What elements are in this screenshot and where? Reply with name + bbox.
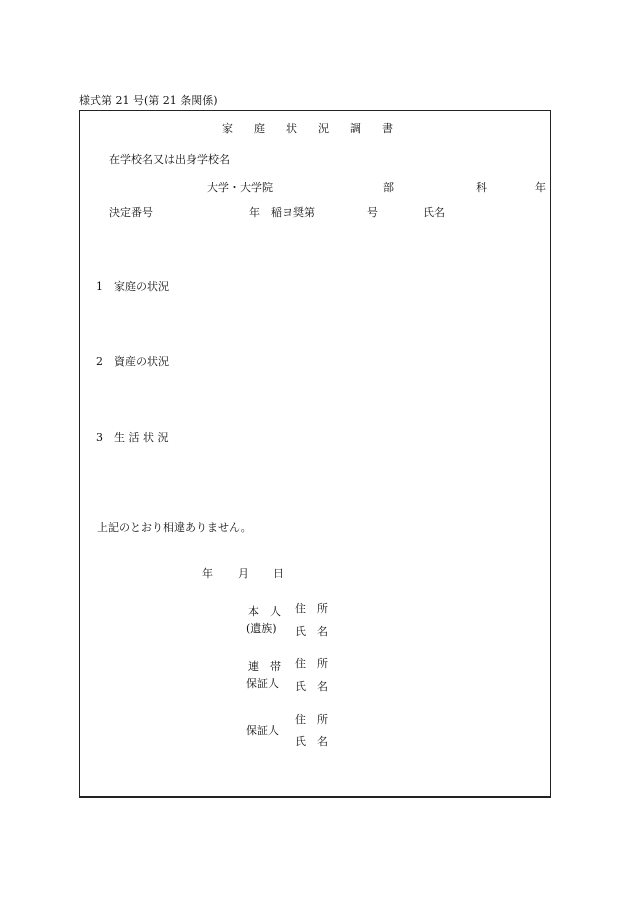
joint-guarantor-label: 保証人 (246, 677, 279, 690)
bereaved-label: (遺族) (246, 622, 277, 635)
date-month-label: 月 (238, 567, 249, 580)
document-title (222, 123, 393, 134)
decision-no-label: 号 (367, 206, 378, 219)
decision-year-label: 年 (249, 206, 260, 219)
form-number-label: 様式第 21 号(第 21 条関係) (79, 94, 218, 107)
principal-label: 本 人 (248, 605, 281, 618)
section-family-label: 家庭の状況 (114, 280, 169, 293)
section-family-number: 1 (96, 280, 103, 293)
title-char: 庭 (254, 122, 265, 135)
title-char: 調 (350, 122, 361, 135)
section-living-number: 3 (96, 431, 103, 444)
decision-number-label: 決定番号 (109, 206, 153, 219)
guarantor-name-label: 氏 名 (295, 735, 328, 748)
principal-name-label: 氏 名 (295, 625, 328, 638)
decision-prefix-label: 稲ヨ奨第 (271, 206, 315, 219)
university-label: 大学・大学院 (207, 181, 273, 194)
department-label: 科 (476, 181, 487, 194)
faculty-label: 部 (383, 181, 394, 194)
guarantor-address-label: 住 所 (295, 713, 328, 726)
section-assets-number: 2 (96, 355, 103, 368)
section-living-label: 生 活 状 況 (114, 431, 169, 444)
title-char: 書 (382, 122, 393, 135)
principal-address-label: 住 所 (295, 602, 328, 615)
title-char: 況 (318, 122, 329, 135)
joint-address-label: 住 所 (295, 657, 328, 670)
decision-name-label: 氏名 (423, 206, 445, 219)
section-assets-label: 資産の状況 (114, 355, 169, 368)
title-char: 家 (222, 122, 233, 135)
school-name-label: 在学校名又は出身学校名 (109, 153, 230, 166)
joint-name-label: 氏 名 (295, 680, 328, 693)
date-day-label: 日 (273, 567, 284, 580)
guarantor-label: 保証人 (246, 724, 279, 737)
joint-label: 連 帯 (248, 660, 281, 673)
declaration-text: 上記のとおり相違ありません。 (97, 521, 252, 534)
grade-year-label: 年 (535, 181, 546, 194)
title-char: 状 (286, 122, 297, 135)
date-year-label: 年 (202, 567, 213, 580)
